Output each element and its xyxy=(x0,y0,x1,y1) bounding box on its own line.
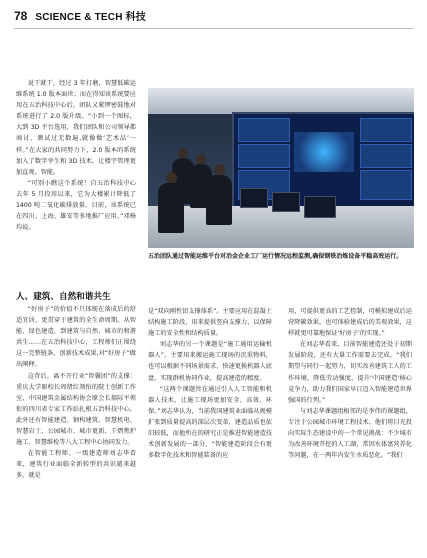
engineer-figure xyxy=(158,183,184,233)
article-paragraph: 在智能工程师、一级建造师刘志华看来，建筑行业面临全新转型的共识越来越多，就是 xyxy=(16,450,136,480)
article-paragraph: 刘志华的另一个课题是“施工通用运输机器人”。主要用来搬运施工现场的沉重物料，也可以根据不同场景需求，快速更换机器人底盘，实现群机协同作业，提高建造的精度。 xyxy=(148,341,272,382)
article-column-2 xyxy=(148,306,272,461)
article-paragraph: 与刘志华课题组相邻的是李伟的课题组，专注于公园城市环境工程技术。他们将目光投向实际生态建设中的一个常见挑战：不少城市为改善环境开挖的人工湖，常因水体富营养化等问题，在一两年内发生水质恶化。“我们 xyxy=(288,407,412,460)
article-paragraph: “这两个课题旨在通过引入人工智能和机器人技术，让施工现场更加安全、高效、环保。”刘志华认为，当前我国建筑业面临从规模扩张到质量提高的深层次变革，建造品质也依旧较低，而他所在的研究正是推进智能建造技术创新发展的一部分，“智能建造阶段会有更多数字化技术和智能装备的应 xyxy=(148,385,272,460)
intro-paragraph: 说干就干，经过 3 年打磨，智慧低碳运维系统 1.0 版本面世；而在得知该系统要应用在五治科技中心后，团队又紧锣密鼓地对系统进行了 2.0 版升级。“小到一个图标，大到 3D 平台选用，我们团队和公司领导都商讨、测试过无数遍,就像做‘艺术品’一样。”在大家的共同努力下，2.0 版本的系统加入了数字孪生和 3D 技术，让楼宇管理更加直观、智能。 xyxy=(16,80,136,176)
section-label: SCIENCE & TECH 科技 xyxy=(35,12,146,23)
article-paragraph: 是“双向刚性铝支撑体系”。主要应用在混凝土结构施工阶段，用来提供竖向支撑力，以保障施工的安全性和结构质量。 xyxy=(148,308,272,338)
header-divider xyxy=(14,28,413,29)
article-paragraph: 这背后，离不开行业“智囊团”的支撑：重庆大学原校长周绪红领衔的院士创新工作室、中国建筑金属结构协会原会长郝际平领衔的四川省专家工作站扎根五冶科技中心，此外还有智能建造、钢构建筑、智慧机电、智慧岩土、公园城市、城市更新、干熠焦炉施工、智慧维检等八大工程中心协同发力。 xyxy=(16,372,136,447)
screen-panel xyxy=(360,118,412,142)
page-header xyxy=(14,8,413,24)
screen-panel xyxy=(238,118,290,142)
screen-panel xyxy=(360,170,412,200)
section-heading: 人、建筑、自然和谐共生 xyxy=(16,292,111,302)
engineer-figure xyxy=(206,175,232,225)
desk-monitor xyxy=(240,188,268,208)
screen-3d-model xyxy=(294,132,354,172)
desk-monitor xyxy=(304,196,336,218)
photo-ceiling xyxy=(148,88,414,114)
page-number: 78 xyxy=(14,9,28,23)
intro-column xyxy=(16,78,136,233)
screen-panel xyxy=(238,144,290,168)
article-column-3 xyxy=(288,306,412,461)
console-desk xyxy=(148,206,414,248)
photo-caption: 五治团队通过智能运维平台对冶金企业工厂运行情况远程监测,确保钢铁冶炼设备平稳高效运行。 xyxy=(148,253,403,260)
article-paragraph: 用，可提供更高的工艺控制，可模拟建成后运营降碳效果，也可体验建成后的美观效果，这样就更可靠地保证‘好房子’的实现。” xyxy=(288,308,412,338)
article-paragraph: “好房子”的价值不只体现在落成后的舒适宜居，更贯穿于建筑的全生命周期。从智能、绿色建造，到建筑与自然、城市的和谐共生……在五冶科技中心，工程师们正围绕这一完整链条，创新技术成果,对“好房子”做出阐释。 xyxy=(16,306,136,369)
screen-panel xyxy=(360,144,412,168)
article-paragraph: 在刘志华看来，目前智能建造还处于初期发展阶段，还有大量工作需要去完成。“我们期望与同行一起努力，切实改善建筑工人的工作环境、降低劳动强度，提升‘中国建造’核心竞争力，助力我们国家早日迈入智能建造世界强国的行列。” xyxy=(288,341,412,404)
intro-paragraph: “可别小瞧这个系统！自五治科技中心去年 5 月投用以来，它为大楼累计降低了 1400 吨二氧化碳排放量。目前，该系统已在四川、上海、雄安等多地推广应用。”邓杨均说。 xyxy=(16,179,136,232)
desk-monitor xyxy=(272,192,300,212)
article-column-1 xyxy=(16,304,136,482)
control-room-photo xyxy=(148,88,414,248)
